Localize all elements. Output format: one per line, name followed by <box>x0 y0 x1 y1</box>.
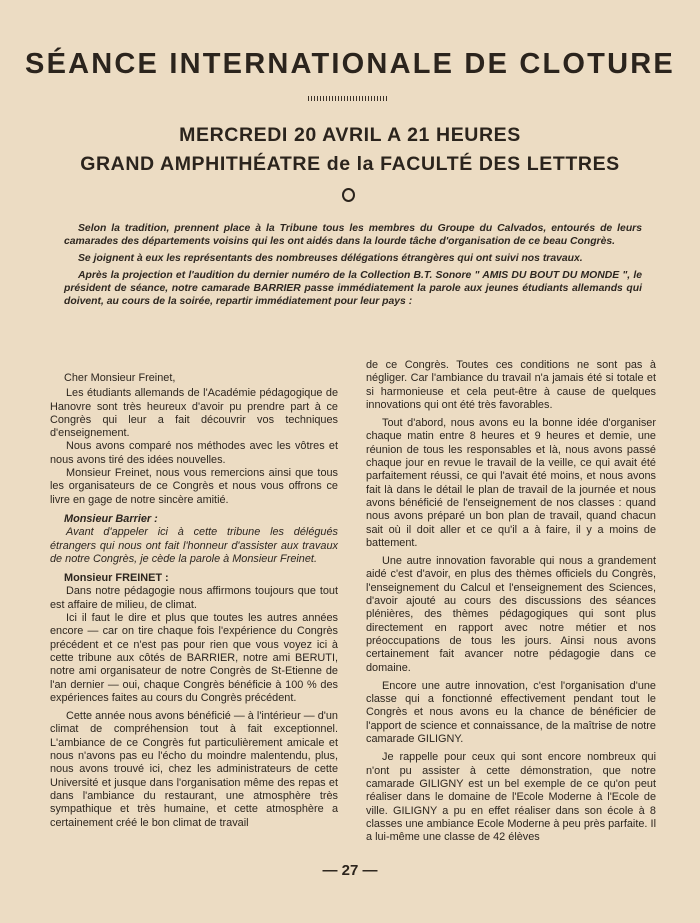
speaker-label: Monsieur Barrier : <box>64 512 158 525</box>
body-paragraph: de ce Congrès. Toutes ces conditions ne sont pas à négliger. Car l'ambiance du travail n'a jamais été si totale et si harmonieuse et cela peut-être à cause de quelques innovations qui ont été très favorables. <box>366 359 656 411</box>
intro-text <box>64 222 642 312</box>
speaker-statement: Avant d'appeler ici à cette tribune les délégués étrangers qui nous ont fait l'honneur d'assister aux travaux de notre Congrès, je cède la parole à Monsieur Freinet. <box>50 526 338 565</box>
body-paragraph: Une autre innovation favorable qui nous a grandement aidé c'est d'avoir, en plus des thèmes officiels du Congrès, l'enseignement du Calcul et l'enseignement des Sciences, d'avoir ajouté au cours des discussions des séances plénières, des thèmes pédagogiques qui sont plus directement en rapport avec notre métier et nos préoccupations de tous les jours. Ainsi nous avons certainement fait avancer notre pédagogie dans ce domaine. <box>366 555 656 674</box>
event-venue-heading: GRAND AMPHITHÉATRE de la FACULTÉ DES LETTRES <box>80 153 620 175</box>
body-paragraph: Dans notre pédagogie nous affirmons toujours que tout est affaire de milieu, de climat. <box>50 585 338 611</box>
body-paragraph: Cette année nous avons bénéficié — à l'intérieur — d'un climat de compréhension tout à fait exceptionnel. L'ambiance de ce Congrès fut particulièrement amicale et nous n'avons pas eu l'écho du moindre malentendu, plus, nous avons trouvé ici, chez les administrateurs de cette Université et jusque dans l'organisation même des repas et dans l'ambiance du restaurant, une atmosphère très sympathique et très humaine, et cette atmosphère a certainement créé le bon climat de travail <box>50 710 338 829</box>
right-column <box>366 359 656 844</box>
body-paragraph: Ici il faut le dire et plus que toutes les autres années encore — car on tire chaque fois l'expérience du Congrès précédent et ce n'est pas pour rien que vous voyez ici à cette tribune aux côtés de BARRIER, notre ami BERUTI, notre ami organisateur de notre Congrès de St-Etienne de l'an dernier — oui, chaque Congrès bénéficie à 100 % des expériences faites au cours du Congrès précédent. <box>50 612 338 704</box>
intro-paragraph: Après la projection et l'audition du dernier numéro de la Collection B.T. Sonore " AMIS DU BOUT DU MONDE ", le président de séance, notre camarade BARRIER passe immédiatement la parole aux jeunes étudiants allemands qui doivent, au cours de la soirée, repartir immédiatement pour leur pays : <box>64 270 642 307</box>
left-column <box>50 372 338 830</box>
intro-paragraph: Se joignent à eux les représentants des nombreuses délégations étrangères qui ont suivi nos travaux. <box>78 253 583 264</box>
intro-paragraph: Selon la tradition, prennent place à la Tribune tous les membres du Groupe du Calvados, entourés de leurs camarades des départements voisins qui les ont aidés dans la lourde tâche d'organisation de ce beau Congrès. <box>64 223 642 247</box>
body-paragraph: Tout d'abord, nous avons eu la bonne idée d'organiser chaque matin entre 8 heures et 9 heures et demie, une réunion de tous les responsables et là, nous avons passé chaque jour en revue le travail de la veille, ce qui avait été parfaitement réussi, ce qui l'avait été moins, et nous avons fait là dans le détail le plan de travail de la journée et nous avons bénéficié de l'enseignement de nos classes : quand nous avons préparé un bon plan de travail, quand chacun sait où il doit aller et ce qu'il a à faire, il y a moins de battement. <box>366 417 656 549</box>
body-paragraph: Monsieur Freinet, nous vous remercions ainsi que tous les organisateurs de ce Congrès et nous vous offrons ce livre en gage de notre sincère amitié. <box>50 467 338 506</box>
page-title: SÉANCE INTERNATIONALE DE CLOTURE <box>25 48 675 80</box>
speaker-label: Monsieur FREINET : <box>64 572 169 585</box>
body-paragraph: Les étudiants allemands de l'Académie pédagogique de Hanovre sont très heureux d'avoir pu prendre part à ce Congrès qui leur a fait découvrir vos techniques d'enseignement. <box>50 387 338 440</box>
letter-salutation: Cher Monsieur Freinet, <box>64 372 176 384</box>
circle-ornament <box>342 188 355 202</box>
body-paragraph: Nous avons comparé nos méthodes avec les vôtres et nous avons tiré des idées nouvelles. <box>50 440 338 466</box>
body-paragraph: Je rappelle pour ceux qui sont encore nombreux qui n'ont pu assister à cette démonstration, que notre camarade GILIGNY est un bel exemple de ce qu'on peut réaliser dans le domaine de l'Ecole Moderne à l'Ecole de ville. GILIGNY a pu en effet réaliser dans son école à 8 classes une ambiance Ecole Moderne à peu près parfaite. Il a lui-même une classe de 42 élèves <box>366 751 656 844</box>
body-paragraph: Encore une autre innovation, c'est l'organisation d'une classe qui a fonctionné effectivement pendant tout le Congrès et nous avons eu la chance de bénéficier de l'apport de science et connaissance, de la maîtrise de notre camarade GILIGNY. <box>366 679 656 746</box>
title-divider <box>308 96 388 101</box>
page-number: — 27 — <box>322 862 378 879</box>
event-date-heading: MERCREDI 20 AVRIL A 21 HEURES <box>179 124 521 146</box>
